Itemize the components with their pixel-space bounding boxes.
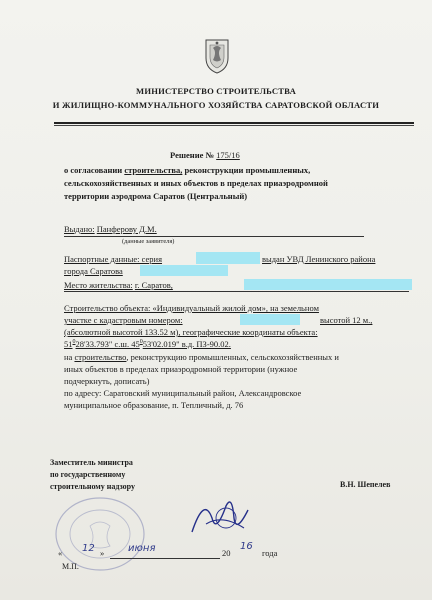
purpose-line-2: иных объектов в пределах приаэродромной территории (нужное [64, 364, 298, 374]
subject-line-2: сельскохозяйственных и иных объектов в пределах приаэродромной [64, 178, 328, 188]
date-day-handwritten: 12 [82, 543, 95, 554]
signatory-title-line-2: по государственному [50, 470, 126, 479]
ministry-name-line-1: МИНИСТЕРСТВО СТРОИТЕЛЬСТВА [136, 86, 296, 96]
date-year-label: года [262, 548, 278, 558]
date-quote-close: » [100, 548, 105, 558]
object-height: высотой 12 м., [320, 315, 373, 325]
subject-line-3: территории аэродрома Саратов (Центральный) [64, 191, 248, 201]
redacted-cadastral-number [240, 314, 300, 325]
signatory-name: В.Н. Шепелев [340, 480, 391, 489]
passport-city: города Саратова [64, 266, 123, 276]
redacted-address [244, 279, 412, 290]
date-line: « [58, 548, 63, 558]
object-line-1: Строительство объекта: «Индивидуальный жилой дом», на земельном [64, 303, 319, 313]
signatory-title-line-3: строительному надзору [50, 482, 136, 491]
coat-of-arms-emblem [203, 38, 231, 74]
applicant-caption: (данные заявителя) [122, 238, 175, 245]
header-rule-thin [54, 125, 414, 126]
date-year-handwritten: 16 [240, 541, 253, 552]
passport-line: Паспортные данные: серия [64, 254, 163, 264]
object-line-2: участке с кадастровым номером: [64, 315, 183, 325]
seal-placeholder-label: М.П. [62, 562, 79, 571]
purpose-line-3: подчеркнуть, дописать) [64, 376, 150, 386]
signatory-title-line-1: Заместитель министра [50, 458, 133, 467]
decision-title: Решение № 175/16 [170, 150, 240, 160]
date-year-prefix: 20 [222, 548, 231, 558]
object-line-3: (абсолютной высотой 133.52 м), географические координаты объекта: [64, 327, 318, 337]
subject-line-1: о согласовании строительства, реконструкции промышленных, [64, 165, 311, 175]
date-month-handwritten: июня [128, 543, 156, 554]
date-month-underline [110, 558, 220, 559]
redacted-passport-number [196, 252, 260, 264]
passport-issued-by: выдан УВД Ленинского района [262, 254, 376, 264]
issued-to-underline [64, 236, 364, 237]
address-line-1: по адресу: Саратовский муниципальный район, Александровское [64, 388, 302, 398]
object-line-4: $51^028'33.793$" с.ш. $45^053'02.019$" в.д. ПЗ-90.02. [64, 339, 231, 349]
residence-line: Место жительства: г. Саратов, [64, 280, 173, 290]
purpose-line-1: на строительство, реконструкцию промышленных, сельскохозяйственных и [64, 352, 339, 362]
residence-underline [64, 291, 409, 292]
issued-to-line: Выдано: Панферову Д.М. [64, 224, 157, 234]
handwritten-signature [186, 488, 258, 548]
address-line-2: муниципальное образование, п. Тепличный, д. 76 [64, 400, 244, 410]
ministry-name-line-2: И ЖИЛИЩНО-КОММУНАЛЬНОГО ХОЗЯЙСТВА САРАТОВСКОЙ ОБЛАСТИ [52, 100, 380, 110]
redacted-passport-date [140, 265, 228, 276]
header-rule-thick [54, 122, 414, 124]
